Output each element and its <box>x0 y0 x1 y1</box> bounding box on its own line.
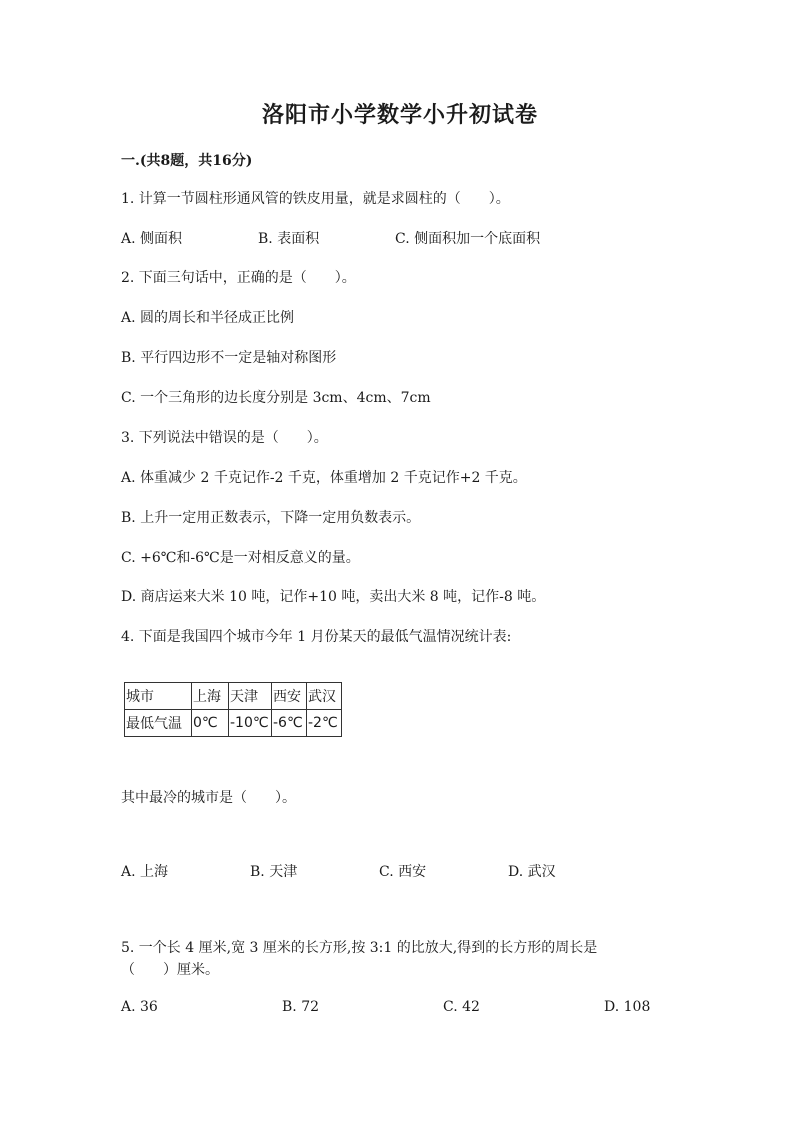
table-cell: -10℃ <box>229 710 272 737</box>
question-1-option-b: B. 表面积 <box>258 231 320 247</box>
question-2-option-c: C. 一个三角形的边长度分别是 3cm、4cm、7cm <box>121 390 431 406</box>
question-3-option-b: B. 上升一定用正数表示，下降一定用负数表示。 <box>121 510 421 526</box>
table-cell: -2℃ <box>307 710 342 737</box>
table-cell: -6℃ <box>272 710 307 737</box>
question-4-option-c: C. 西安 <box>379 864 427 880</box>
table-cell: 城市 <box>125 683 192 710</box>
table-row <box>125 710 342 737</box>
table-cell: 西安 <box>272 683 307 710</box>
question-3-option-d: D. 商店运来大米 10 吨，记作+10 吨，卖出大米 8 吨，记作-8 吨。 <box>121 589 546 605</box>
question-5-stem-line-1: 5. 一个长 4 厘米,宽 3 厘米的长方形,按 3:1 的比放大,得到的长方形的周长是 <box>121 940 598 956</box>
question-2-option-a: A. 圆的周长和半径成正比例 <box>121 310 295 326</box>
exam-title: 洛阳市小学数学小升初试卷 <box>261 102 538 128</box>
question-4-option-d: D. 武汉 <box>508 864 556 880</box>
question-4-option-b: B. 天津 <box>250 864 298 880</box>
question-4-stem: 4. 下面是我国四个城市今年 1 月份某天的最低气温情况统计表: <box>121 629 512 645</box>
temperature-table <box>124 682 342 737</box>
question-1-option-c: C. 侧面积加一个底面积 <box>395 231 541 247</box>
question-3-option-c: C. +6℃和-6℃是一对相反意义的量。 <box>121 550 360 566</box>
question-4-option-a: A. 上海 <box>121 864 169 880</box>
question-2-option-b: B. 平行四边形不一定是轴对称图形 <box>121 350 337 366</box>
table-cell: 武汉 <box>307 683 342 710</box>
question-5-option-a: A. 36 <box>121 999 158 1015</box>
question-1-stem: 1. 计算一节圆柱形通风管的铁皮用量，就是求圆柱的（ ）。 <box>121 191 510 207</box>
table-header-row <box>125 683 342 710</box>
question-5-option-d: D. 108 <box>604 999 651 1015</box>
question-3-option-a: A. 体重减少 2 千克记作-2 千克，体重增加 2 千克记作+2 千克。 <box>121 470 527 486</box>
table-cell: 天津 <box>229 683 272 710</box>
question-1-option-a: A. 侧面积 <box>121 231 183 247</box>
question-2-stem: 2. 下面三句话中，正确的是（ ）。 <box>121 270 356 286</box>
section-heading: 一.(共8题，共16分) <box>121 153 253 169</box>
table-cell: 0℃ <box>192 710 229 737</box>
table-cell: 上海 <box>192 683 229 710</box>
question-4-follow-up: 其中最冷的城市是（ ）。 <box>121 790 296 806</box>
question-5-stem-line-2: （ ）厘米。 <box>121 962 219 978</box>
question-5-option-c: C. 42 <box>443 999 480 1015</box>
question-3-stem: 3. 下列说法中错误的是（ ）。 <box>121 430 328 446</box>
question-5-option-b: B. 72 <box>282 999 320 1015</box>
table-cell: 最低气温 <box>125 710 192 737</box>
